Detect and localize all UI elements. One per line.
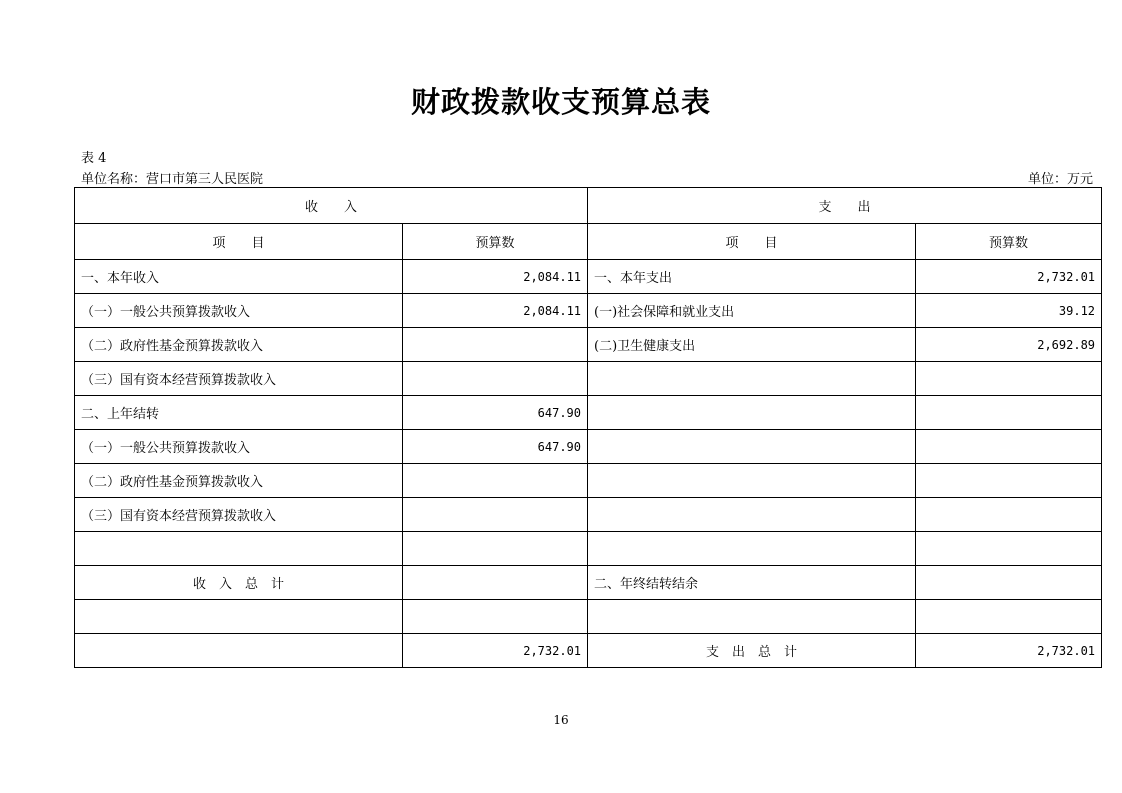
section-header-row xyxy=(75,188,1102,224)
document-title: 财政拨款收支预算总表 xyxy=(410,85,711,119)
expense-section-header: 支 出 xyxy=(588,188,1102,224)
expense-amount: 2,732.01 xyxy=(916,260,1102,294)
table-row xyxy=(75,294,1102,328)
income-amount xyxy=(403,464,588,498)
empty-cell xyxy=(588,600,916,634)
expense-total-value: 2,732.01 xyxy=(916,634,1102,668)
income-amount xyxy=(403,498,588,532)
empty-cell xyxy=(403,600,588,634)
unit-name: 单位名称：营口市第三人民医院 xyxy=(81,172,264,187)
income-budget-header: 预算数 xyxy=(403,224,588,260)
expense-item: (一)社会保障和就业支出 xyxy=(588,294,916,328)
income-item: （一）一般公共预算拨款收入 xyxy=(75,430,403,464)
table-row xyxy=(75,532,1102,566)
expense-amount: 39.12 xyxy=(916,294,1102,328)
income-total-value: 2,732.01 xyxy=(403,634,588,668)
table-row xyxy=(75,498,1102,532)
column-header-row xyxy=(75,224,1102,260)
expense-amount xyxy=(916,430,1102,464)
income-item-header: 项 目 xyxy=(75,224,403,260)
table-row xyxy=(75,396,1102,430)
income-item: （一）一般公共预算拨款收入 xyxy=(75,294,403,328)
expense-amount xyxy=(916,464,1102,498)
expense-item-header: 项 目 xyxy=(588,224,916,260)
expense-budget-header: 预算数 xyxy=(916,224,1102,260)
income-amount: 647.90 xyxy=(403,430,588,464)
empty-cell xyxy=(75,634,403,668)
budget-table xyxy=(74,187,1102,668)
expense-item xyxy=(588,430,916,464)
expense-amount xyxy=(916,498,1102,532)
expense-item xyxy=(588,464,916,498)
expense-amount: 2,692.89 xyxy=(916,328,1102,362)
income-item: （三）国有资本经营预算拨款收入 xyxy=(75,362,403,396)
empty-cell xyxy=(75,600,403,634)
table-row xyxy=(75,260,1102,294)
income-total-label: 收 入 总 计 xyxy=(75,566,403,600)
currency-unit: 单位：万元 xyxy=(1027,172,1093,187)
expense-item: (二)卫生健康支出 xyxy=(588,328,916,362)
income-section-header: 收 入 xyxy=(75,188,588,224)
table-row xyxy=(75,600,1102,634)
expense-item xyxy=(588,396,916,430)
income-total-placeholder xyxy=(403,566,588,600)
expense-item xyxy=(588,532,916,566)
grand-total-row xyxy=(75,634,1102,668)
table-number: 表 4 xyxy=(81,151,107,166)
table-row xyxy=(75,464,1102,498)
table-row xyxy=(75,430,1102,464)
income-item xyxy=(75,532,403,566)
income-amount xyxy=(403,328,588,362)
carryover-amount xyxy=(916,566,1102,600)
page-number: 16 xyxy=(553,713,569,727)
empty-cell xyxy=(916,600,1102,634)
income-amount xyxy=(403,532,588,566)
income-total-row xyxy=(75,566,1102,600)
table-row xyxy=(75,362,1102,396)
income-amount: 2,084.11 xyxy=(403,294,588,328)
expense-amount xyxy=(916,532,1102,566)
carryover-label: 二、年终结转结余 xyxy=(588,566,916,600)
expense-item xyxy=(588,498,916,532)
income-item: （二）政府性基金预算拨款收入 xyxy=(75,464,403,498)
expense-total-label: 支 出 总 计 xyxy=(588,634,916,668)
expense-item: 一、本年支出 xyxy=(588,260,916,294)
income-item: （三）国有资本经营预算拨款收入 xyxy=(75,498,403,532)
income-amount: 647.90 xyxy=(403,396,588,430)
expense-item xyxy=(588,362,916,396)
income-item: 一、本年收入 xyxy=(75,260,403,294)
expense-amount xyxy=(916,362,1102,396)
expense-amount xyxy=(916,396,1102,430)
income-item: （二）政府性基金预算拨款收入 xyxy=(75,328,403,362)
table-row xyxy=(75,328,1102,362)
income-item: 二、上年结转 xyxy=(75,396,403,430)
income-amount xyxy=(403,362,588,396)
income-amount: 2,084.11 xyxy=(403,260,588,294)
